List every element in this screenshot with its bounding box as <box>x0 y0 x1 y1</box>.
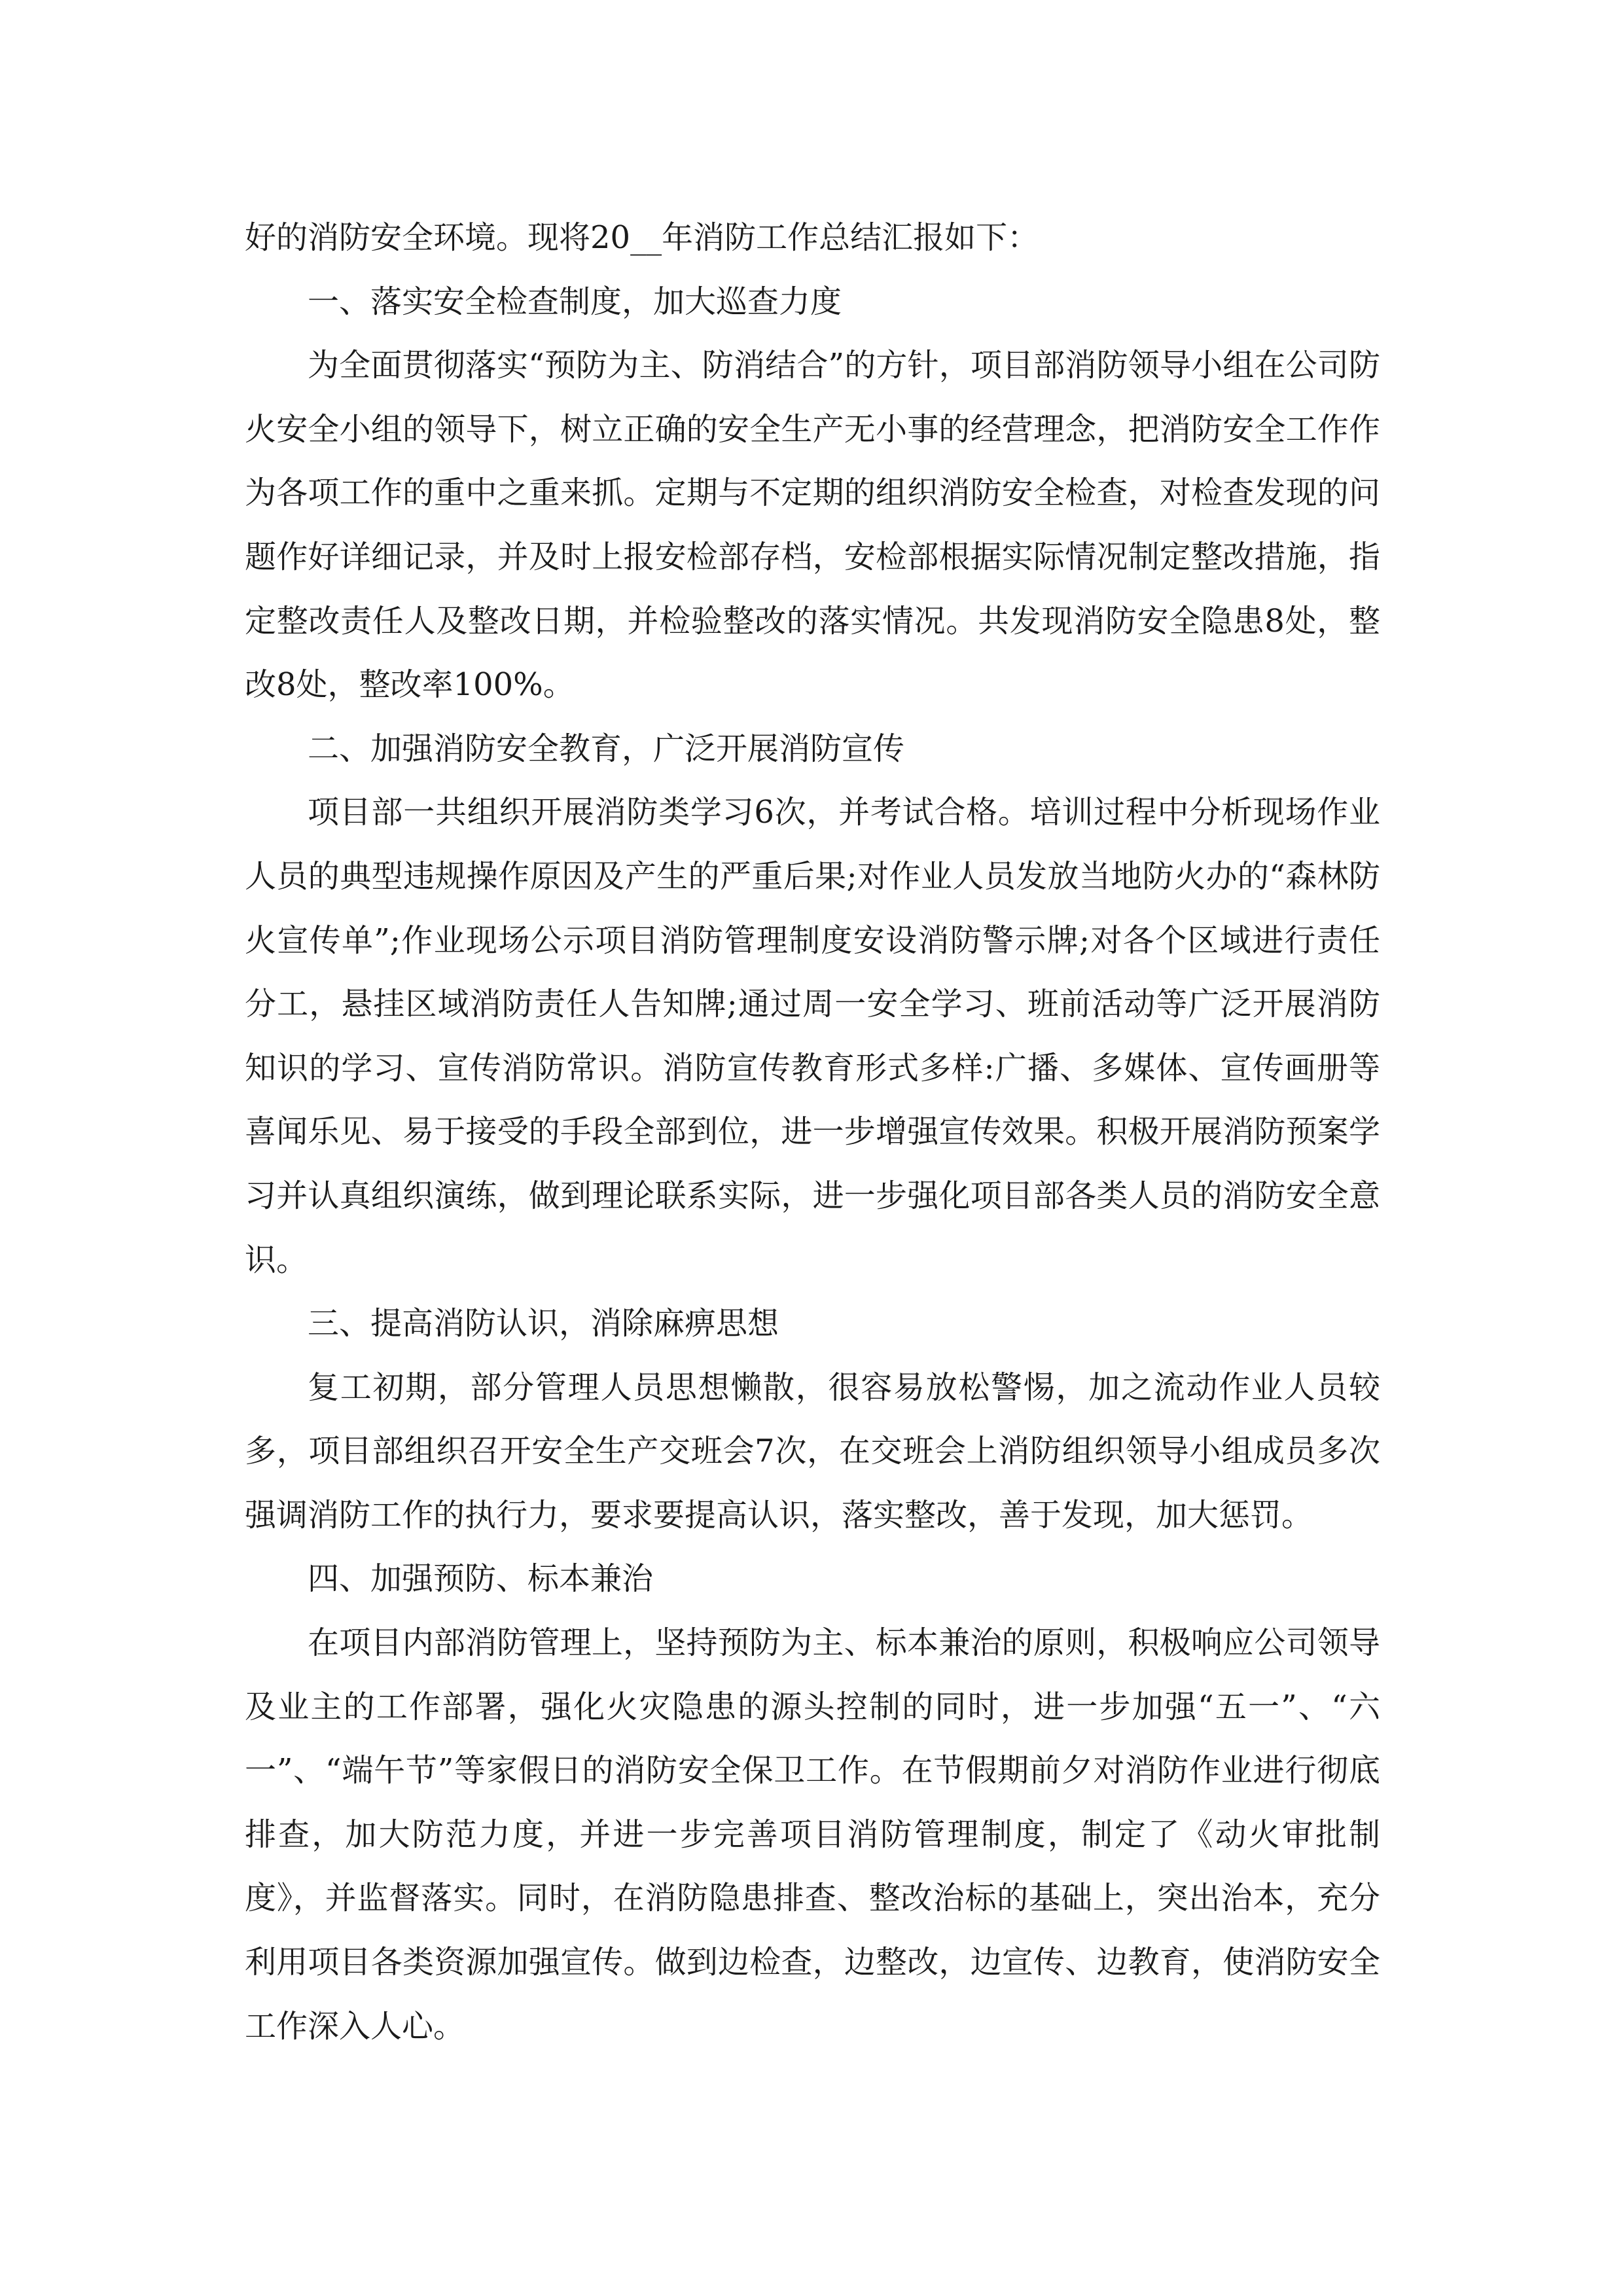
paragraph-section-1: 为全面贯彻落实“预防为主、防消结合”的方针，项目部消防领导小组在公司防火安全小组的领导下，树立正确的安全生产无小事的经营理念，把消防安全工作作为各项工作的重中之重来抓。定期与不定期的组织消防安全检查，对检查发现的问题作好详细记录，并及时上报安检部存档，安检部根据实际情况制定整改措施，指定整改责任人及整改日期，并检验整改的落实情况。共发现消防安全隐患8处，整改8处，整改率100%。 <box>245 347 1380 704</box>
paragraph-section-4: 在项目内部消防管理上，坚持预防为主、标本兼治的原则，积极响应公司领导及业主的工作部署，强化火灾隐患的源头控制的同时，进一步加强“五一”、“六一”、“端午节”等家假日的消防安全保卫工作。在节假期前夕对消防作业进行彻底排查，加大防范力度，并进一步完善项目消防管理制度，制定了《动火审批制度》，并监督落实。同时，在消防隐患排查、整改治标的基础上，突出治本，充分利用项目各类资源加强宣传。做到边检查，边整改，边宣传、边教育，使消防安全工作深入人心。 <box>245 1624 1380 2045</box>
section-heading-1: 一、落实安全检查制度，加大巡查力度 <box>308 283 842 320</box>
paragraph-section-3: 复工初期，部分管理人员思想懒散，很容易放松警惕，加之流动作业人员较多，项目部组织召开安全生产交班会7次，在交班会上消防组织领导小组成员多次强调消防工作的执行力，要求要提高认识，落实整改，善于发现，加大惩罚。 <box>245 1369 1380 1534</box>
document-body <box>245 206 1380 2058</box>
section-heading-2: 二、加强消防安全教育，广泛开展消防宣传 <box>308 730 905 767</box>
section-heading-4: 四、加强预防、标本兼治 <box>308 1560 654 1598</box>
paragraph-section-2: 项目部一共组织开展消防类学习6次，并考试合格。培训过程中分析现场作业人员的典型违规操作原因及产生的严重后果;对作业人员发放当地防火办的“森林防火宣传单”;作业现场公示项目消防管理制度安设消防警示牌;对各个区域进行责任分工，悬挂区域消防责任人告知牌;通过周一安全学习、班前活动等广泛开展消防知识的学习、宣传消防常识。消防宣传教育形式多样:广播、多媒体、宣传画册等喜闻乐见、易于接受的手段全部到位，进一步增强宣传效果。积极开展消防预案学习并认真组织演练，做到理论联系实际，进一步强化项目部各类人员的消防安全意识。 <box>245 794 1380 1278</box>
section-heading-3: 三、提高消防认识，消除麻痹思想 <box>308 1305 779 1342</box>
paragraph-intro-continuation: 好的消防安全环境。现将20__年消防工作总结汇报如下： <box>245 219 1039 256</box>
